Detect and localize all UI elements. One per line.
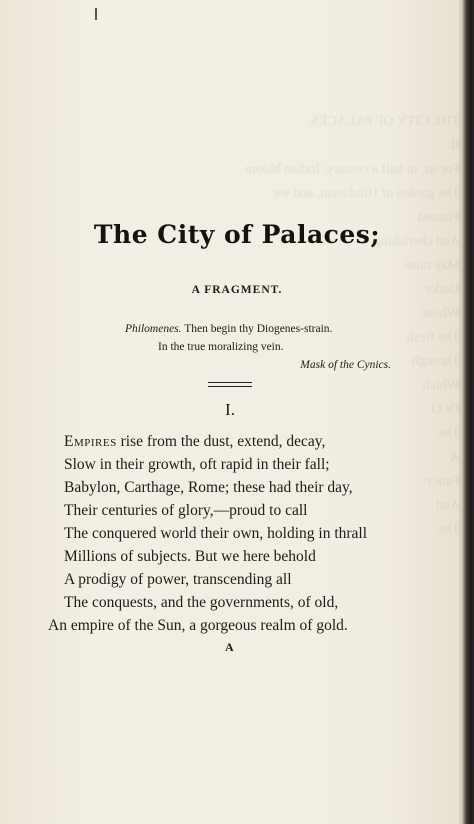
show-through-text: THE CITY OF PALACES. II. For us, in half a century, Indian bloom The garden of Hindostan, and we Planted And cherishing May raise Under Whose The fresh Through Which Or O The A Fancy And The [245,114,460,537]
poem-line-1 [64,430,325,453]
epigraph-line-2: In the true moralizing vein. [158,341,284,353]
epigraph-line-1 [125,320,375,338]
poem-line-6: Millions of subjects. But we here behold [64,548,316,565]
poem-line-8: The conquests, and the governments, of old, [64,594,339,611]
epigraph-source: Mask of the Cynics. [300,359,391,371]
page-mark [95,8,97,20]
page-subtitle: A FRAGMENT. [191,284,283,296]
poem-line-2: Slow in their growth, oft rapid in their fall; [64,456,330,473]
signature-mark: A [225,640,234,654]
epigraph-line-1-text: Then begin thy Diogenes-strain. [184,323,333,335]
double-rule-bottom [208,386,252,387]
poem-line-7: A prodigy of power, transcending all [64,571,292,588]
double-rule-top [208,382,252,383]
poem-line-9: An empire of the Sun, a gorgeous realm of gold. [48,617,348,634]
section-numeral: I. [225,400,235,419]
poem-first-word: Empires [64,433,117,450]
epigraph-speaker: Philomenes. [125,323,182,335]
poem-line-4: Their centuries of glory,—proud to call [64,502,308,519]
poem-line-5: The conquered world their own, holding in thrall [64,525,368,542]
page-title: The City of Palaces; [93,220,381,249]
epigraph [125,320,391,374]
poem-line-3: Babylon, Carthage, Rome; these had their day, [64,479,353,496]
book-spine [462,0,474,824]
poem-line-1-rest: rise from the dust, extend, decay, [116,433,326,450]
